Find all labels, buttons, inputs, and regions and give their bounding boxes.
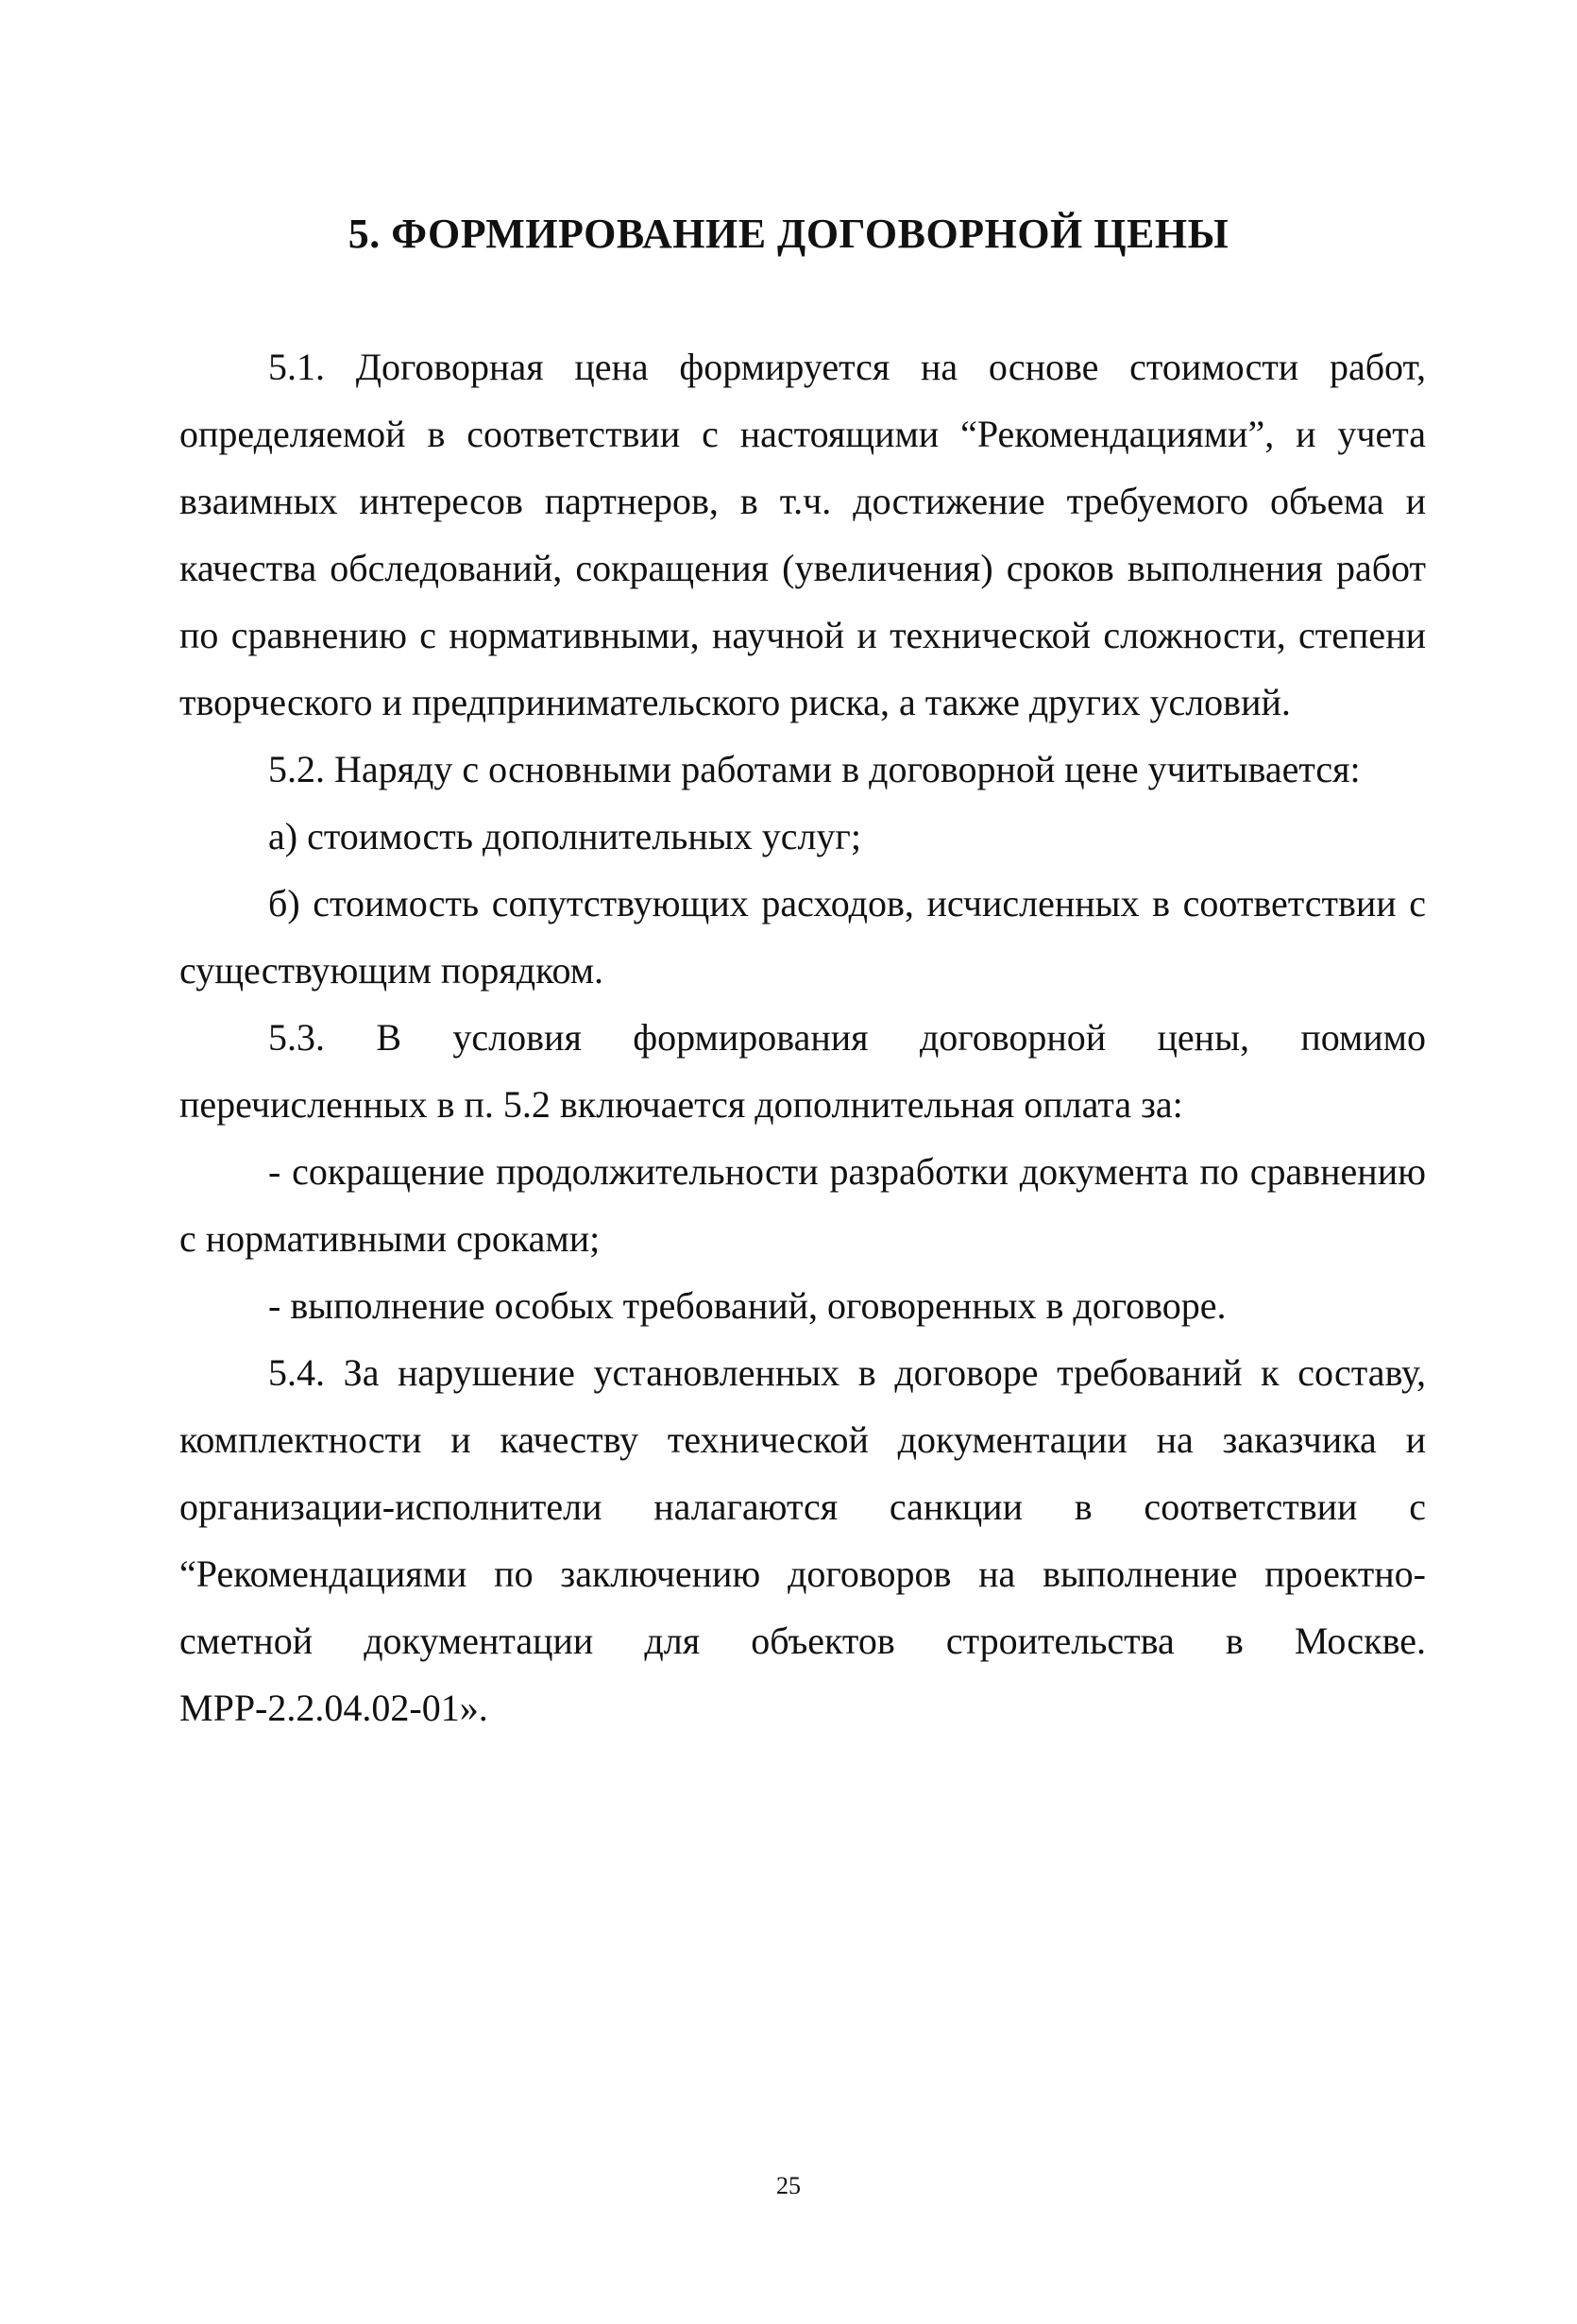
list-item-dash-1: - сокращение продолжительности разработки документа по сравнению с нормативными сроками; [179,1150,1426,1260]
paragraph-5-3: 5.3. В условия формирования договорной цены, помимо перечисленных в п. 5.2 включается дополнительная оплата за: [179,1016,1426,1126]
section-body [179,333,1426,1741]
page-number: 25 [776,2172,801,2199]
section-heading: 5. ФОРМИРОВАНИЕ ДОГОВОРНОЙ ЦЕНЫ [348,211,1229,257]
list-item-a: а) стоимость дополнительных услуг; [268,815,861,857]
paragraph-5-2: 5.2. Наряду с основными работами в договорной цене учитывается: [268,748,1361,790]
paragraph-5-1: 5.1. Договорная цена формируется на основе стоимости работ, определяемой в соответствии с настоящими “Рекомендациями”, и учета взаимных интересов партнеров, в т.ч. достижение требуемого объема и качества обследований, сокращения (увеличения) сроков выполнения работ по сравнению с нормативными, научной и технической сложности, степени творческого и предпринимательского риска, а также других условий. [179,346,1426,723]
list-item-dash-2: - выполнение особых требований, оговоренных в договоре. [268,1284,1227,1327]
paragraph-5-4: 5.4. За нарушение установленных в договоре требований к составу, комплектности и качеству технической документации на заказчика и организации-исполнители налагаются санкции в соответствии с “Рекомендациями по заключению договоров на выполнение проектно-сметной документации для объектов строительства в Москве. МРР-2.2.04.02-01». [179,1351,1426,1729]
list-item-b: б) стоимость сопутствующих расходов, исчисленных в соответствии с существующим порядком. [179,882,1426,992]
